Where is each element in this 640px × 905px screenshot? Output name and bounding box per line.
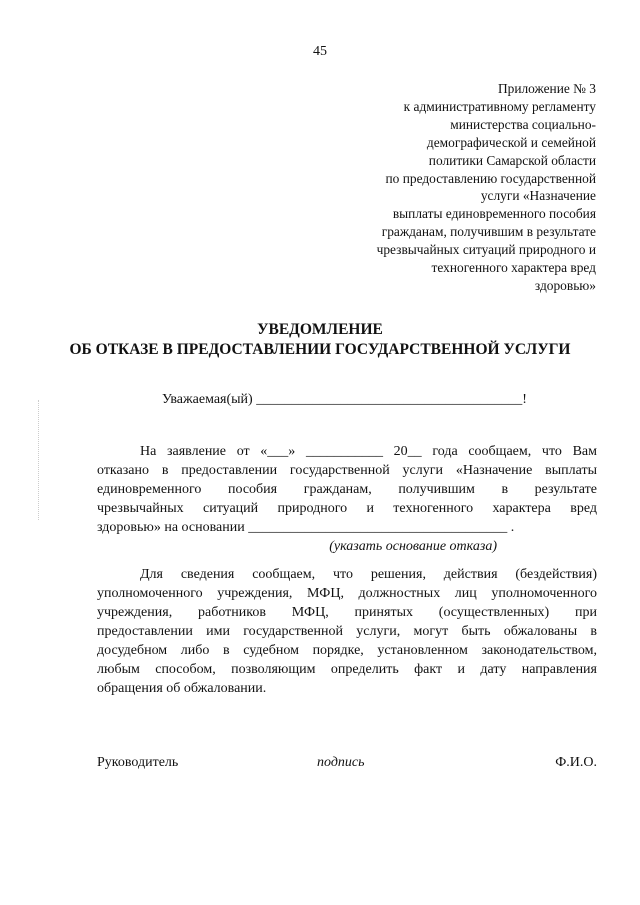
notice-title [0,320,640,360]
appendix-line: демографической и семейной [426,134,596,150]
appendix-header [296,80,596,295]
appendix-line: услуги «Назначение [480,188,596,204]
appendix-line: министерства социально- [450,116,596,132]
page-number: 45 [313,44,327,59]
appendix-line: Приложение № 3 [497,81,596,96]
paragraph-line: учреждения, работников МФЦ, принятых (осуществленных) при [97,605,597,620]
title-line-2: ОБ ОТКАЗЕ В ПРЕДОСТАВЛЕНИИ ГОСУДАРСТВЕННОЙ УСЛУГИ [69,341,571,358]
appendix-line: здоровью» [534,277,596,293]
refusal-paragraph [97,442,597,556]
paragraph-line: Для сведения сообщаем, что решения, действия (бездействия) [140,567,597,582]
name-label: Ф.И.О. [555,755,597,770]
appendix-line: выплаты единовременного пособия [392,206,596,222]
appendix-line: техногенного характера вред [431,260,596,276]
paragraph-line: чрезвычайных ситуаций природного и техногенного характера вред [97,501,597,516]
refusal-reason-hint: (указать основание отказа) [329,539,497,554]
salutation: Уважаемая(ый) ______________________________________! [162,392,527,407]
position-label: Руководитель [97,755,179,770]
paragraph-line: досудебном либо в судебном порядке, установленном законодательством, [97,643,597,658]
appendix-line: к административному регламенту [403,98,596,114]
paragraph-line: обращения об обжаловании. [97,681,267,696]
paragraph-line: здоровью» на основании _____________________________________ . [97,520,515,535]
appendix-line: гражданам, получившим в результате [381,224,596,240]
paragraph-line: предоставлении ими государственной услуги, могут быть обжалованы в [97,624,597,639]
appendix-line: политики Самарской области [428,152,596,168]
title-line-1: УВЕДОМЛЕНИЕ [257,321,383,338]
paragraph-line: отказано в предоставлении государственной услуги «Назначение выплаты [97,463,597,478]
paragraph-line: единовременного пособия гражданам, получившим в результате [97,482,597,497]
paragraph-line: любым способом, позволяющим определить факт и дату направления [97,662,597,677]
appeal-paragraph [97,565,597,698]
signature-label: подпись [317,755,365,770]
scan-margin-marks [38,400,40,520]
appendix-line: чрезвычайных ситуаций природного и [376,242,596,258]
appendix-line: по предоставлению государственной [385,170,596,186]
paragraph-line: уполномоченного учреждения, МФЦ, должностных лиц уполномоченного [97,586,597,601]
paragraph-line: На заявление от «___» ___________ 20__ года сообщаем, что Вам [140,444,597,459]
